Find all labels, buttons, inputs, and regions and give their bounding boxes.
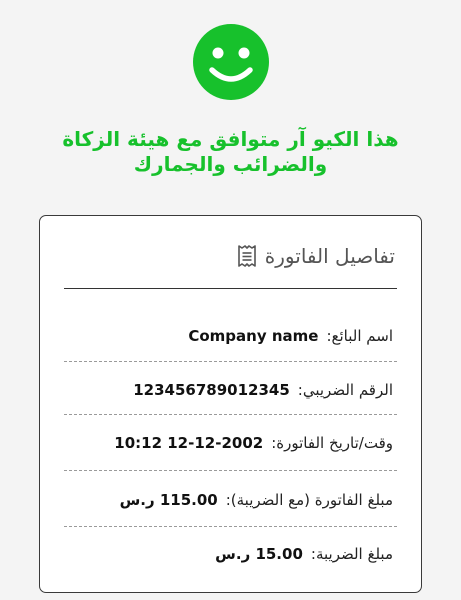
tax-number-label: الرقم الضريبي: [297, 381, 393, 399]
seller-name-label: اسم البائع: [326, 327, 393, 345]
row-divider [64, 526, 397, 527]
header-divider [64, 288, 397, 289]
receipt-icon [238, 245, 256, 267]
card-title: تفاصيل الفاتورة [264, 244, 395, 268]
invoice-datetime-value: 12-12-2002 10:12 [114, 434, 264, 452]
tax-number-row [133, 381, 393, 399]
vat-amount-value: 15.00 ر.س [215, 545, 303, 563]
smiley-face-icon [191, 22, 271, 102]
verification-message-line-1: هذا الكيو آر متوافق مع هيئة الزكاة [62, 127, 399, 151]
invoice-total-value: 115.00 ر.س [119, 491, 218, 509]
invoice-details-card [39, 215, 422, 593]
seller-name-value: Company name [188, 327, 319, 345]
row-divider [64, 361, 397, 362]
verification-message [0, 127, 461, 177]
vat-amount-row [215, 545, 393, 563]
invoice-total-row [120, 491, 393, 509]
invoice-datetime-row [114, 434, 393, 452]
tax-number-value: 123456789012345 [133, 381, 290, 399]
invoice-datetime-label: وقت/تاريخ الفاتورة: [271, 434, 393, 452]
seller-name-row [188, 327, 393, 345]
card-header [238, 244, 395, 268]
vat-amount-label: مبلغ الضريبة: [310, 545, 393, 563]
row-divider [64, 470, 397, 471]
row-divider [64, 414, 397, 415]
verification-message-line-2: والضرائب والجمارك [133, 152, 328, 176]
invoice-total-label: مبلغ الفاتورة (مع الضريبة): [225, 491, 393, 509]
